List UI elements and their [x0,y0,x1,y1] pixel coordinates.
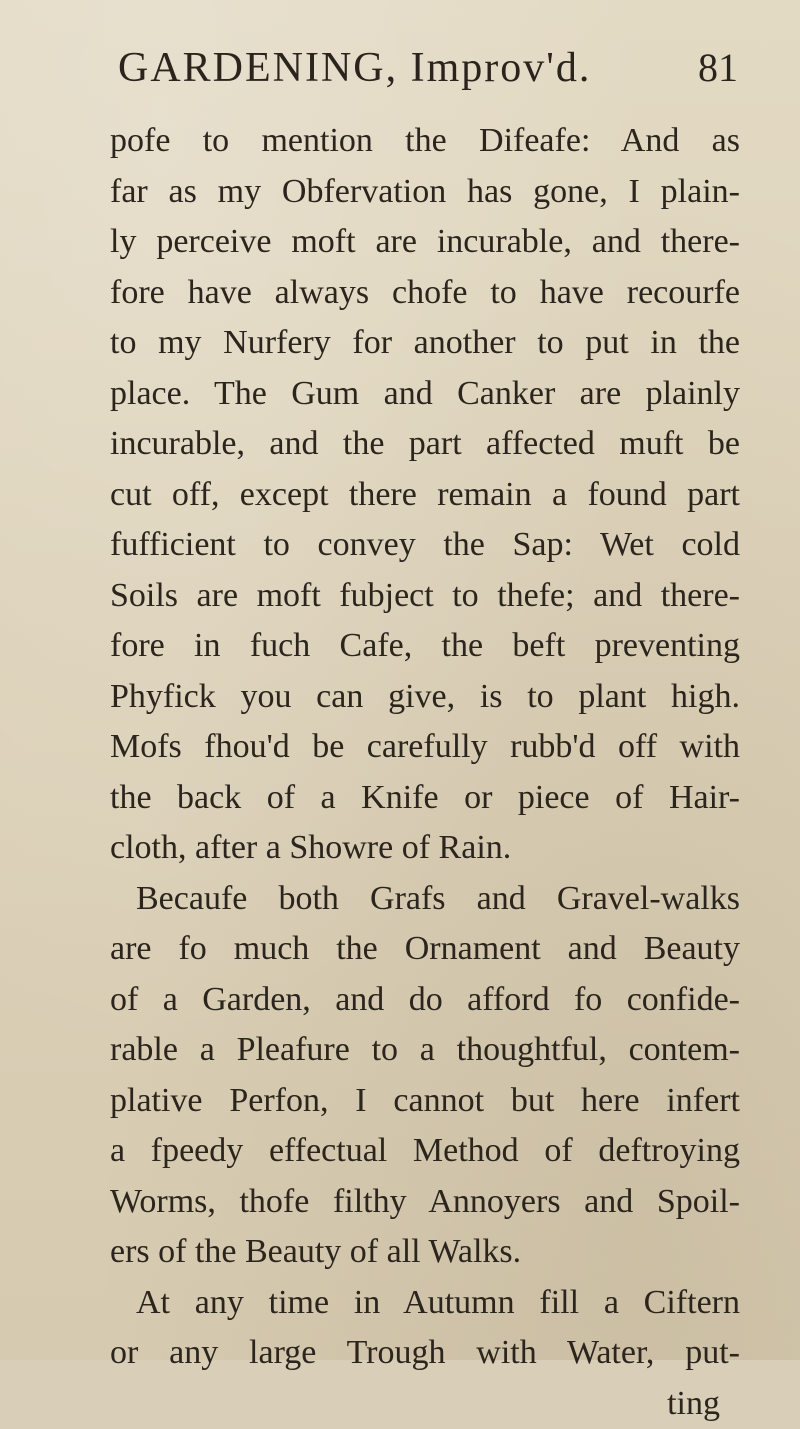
text-line: pofe to mention the Difeafe: And as [110,116,740,167]
text-line: cut off, except there remain a found part [110,470,740,521]
text-line: cloth, after a Showre of Rain. [110,823,740,874]
text-line: rable a Pleafure to a thoughtful, contem- [110,1025,740,1076]
text-line: place. The Gum and Canker are plainly [110,369,740,420]
text-line: fore in fuch Cafe, the beft preventing [110,621,740,672]
page-number: 81 [698,44,738,91]
text-line: At any time in Autumn fill a Ciftern [110,1278,740,1329]
running-title: GARDENING, Improv'd. [118,44,591,92]
text-line: Worms, thofe filthy Annoyers and Spoil- [110,1177,740,1228]
text-line: plative Perfon, I cannot but here infert [110,1076,740,1127]
text-line: fore have always chofe to have recourfe [110,268,740,319]
text-line: are fo much the Ornament and Beauty [110,924,740,975]
page-header [118,44,738,104]
text-line: Phyfick you can give, is to plant high. [110,672,740,723]
text-line: the back of a Knife or piece of Hair- [110,773,740,824]
text-line: or any large Trough with Water, put- [110,1328,740,1379]
text-line: ly perceive moft are incurable, and there- [110,217,740,268]
catchword: ting [110,1379,740,1429]
body-text [110,116,740,1429]
text-line: incurable, and the part affected muft be [110,419,740,470]
text-line: Becaufe both Grafs and Gravel-walks [110,874,740,925]
text-line: Mofs fhou'd be carefully rubb'd off with [110,722,740,773]
text-line: ers of the Beauty of all Walks. [110,1227,740,1278]
text-line: far as my Obfervation has gone, I plain- [110,167,740,218]
text-line: a fpeedy effectual Method of deftroying [110,1126,740,1177]
text-line: fufficient to convey the Sap: Wet cold [110,520,740,571]
text-line: Soils are moft fubject to thefe; and there- [110,571,740,622]
text-line: to my Nurfery for another to put in the [110,318,740,369]
text-line: of a Garden, and do afford fo confide- [110,975,740,1026]
